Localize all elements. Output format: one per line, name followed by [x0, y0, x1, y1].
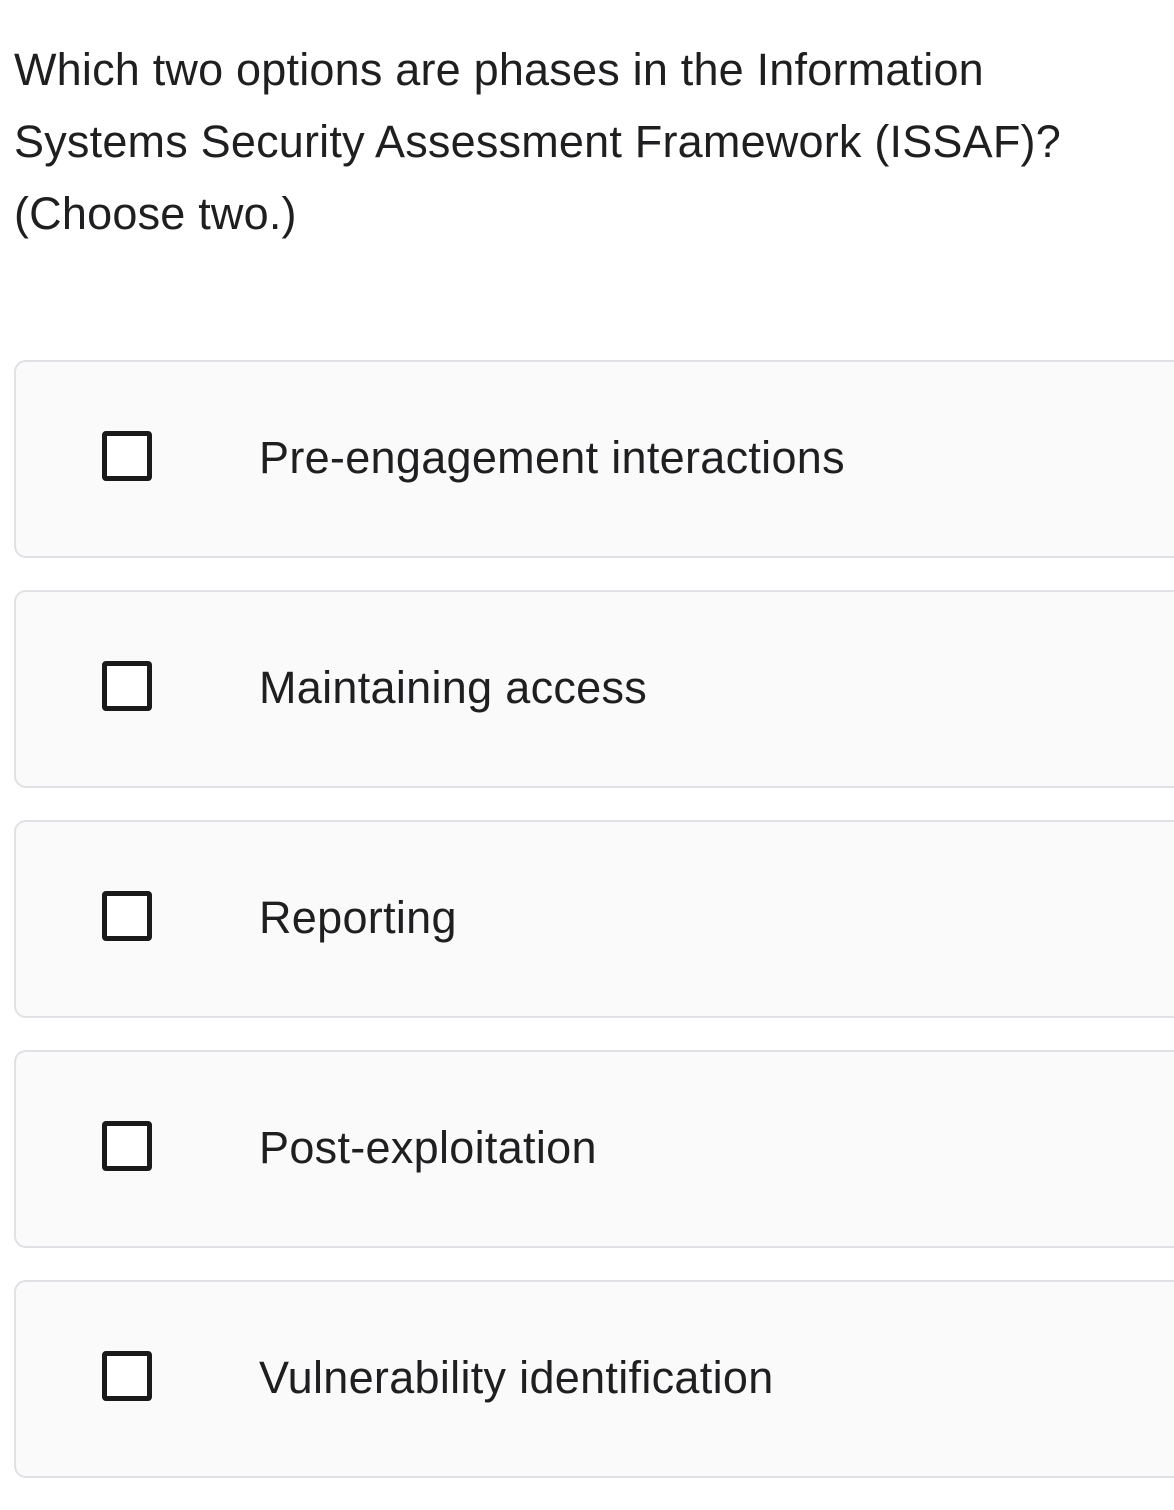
option-maintaining-access[interactable] — [14, 590, 1174, 788]
option-label: Post-exploitation — [259, 1122, 597, 1173]
option-label: Vulnerability identification — [259, 1352, 774, 1403]
option-label: Reporting — [259, 892, 457, 943]
option-vulnerability-identification[interactable] — [14, 1280, 1174, 1478]
question-line-1: Which two options are phases in the Information — [14, 44, 984, 95]
question-text — [14, 34, 1174, 250]
option-checkbox[interactable] — [102, 431, 152, 481]
answer-options — [14, 360, 1174, 1510]
question-line-2: Systems Security Assessment Framework (ISSAF)? — [14, 116, 1061, 167]
option-checkbox[interactable] — [102, 1351, 152, 1401]
option-reporting[interactable] — [14, 820, 1174, 1018]
option-checkbox[interactable] — [102, 661, 152, 711]
option-checkbox[interactable] — [102, 1121, 152, 1171]
option-checkbox[interactable] — [102, 891, 152, 941]
option-label: Pre-engagement interactions — [259, 432, 845, 483]
question-line-3: (Choose two.) — [14, 188, 297, 239]
option-pre-engagement-interactions[interactable] — [14, 360, 1174, 558]
option-label: Maintaining access — [259, 662, 648, 713]
option-post-exploitation[interactable] — [14, 1050, 1174, 1248]
